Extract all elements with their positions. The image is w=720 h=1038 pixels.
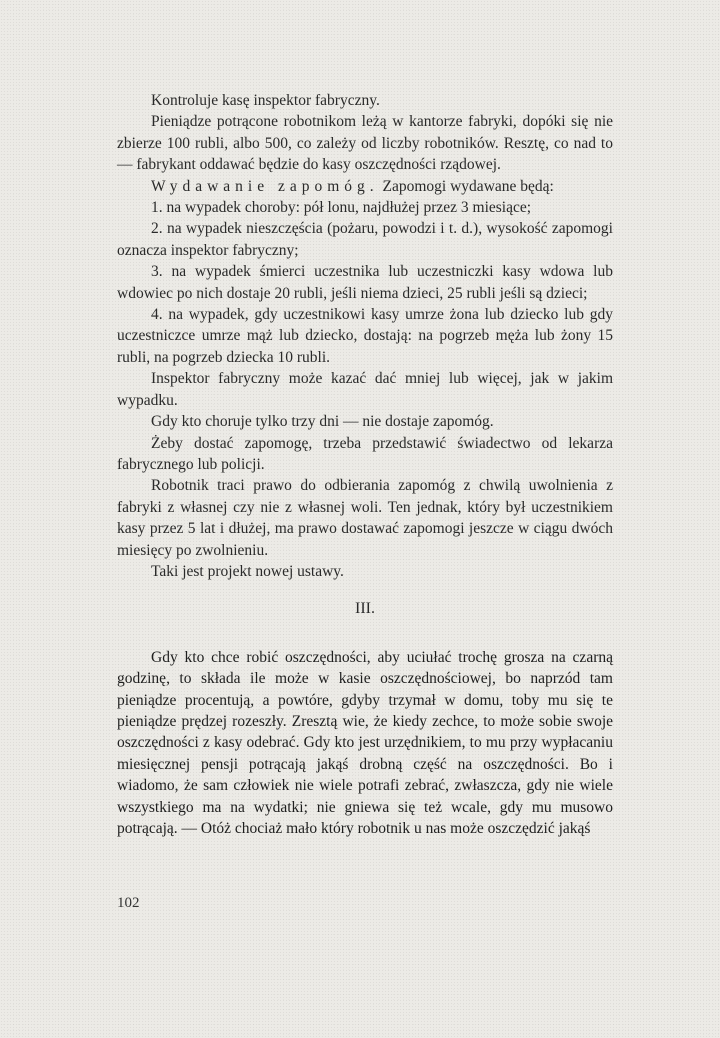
paragraph-2: Pieniądze potrącone robotnikom leżą w kantorze fabryki, dopóki się nie zbierze 100 rubli, albo 500, co zależy od liczby robotników. Resztę, co nad to — fabrykant oddawać będzie do kasy oszczędności rządowej. <box>117 113 613 174</box>
paragraph-inspector: Inspektor fabryczny może kazać dać mniej lub więcej, jak w jakim wypadku. <box>117 370 613 409</box>
page-number: 102 <box>117 895 140 911</box>
text-block <box>117 90 613 839</box>
spaced-lead: Wydawanie zapomóg. <box>151 177 379 195</box>
section-paragraph: Gdy kto chce robić oszczędności, aby uciułać trochę grosza na czarną godzinę, to składa ile może w kasie oszczędnościowej, bo naprzód tam pieniądze procentują, a powtóre, gdyby trzymał w domu, toby mu się te pieniądze prędzej rozeszły. Zresztą wie, że kiedy zechce, to może sobie swoje oszczędności z kasy odebrać. Gdy kto jest urzędnikiem, to mu przy wypłacaniu miesięcznej pensji potrącają jakąś drobną część na oszczędności. Bo i wiadomo, że sam człowiek nie wiele potrafi zebrać, zwłaszcza, gdy nie wiele wszystkiego ma na wydatki; nie gniewa się też wcale, gdy mu musowo potrącają. — Otóż chociaż mało który robotnik u nas może oszczędzić jakąś <box>117 648 613 837</box>
list-item-2: 2. na wypadek nieszczęścia (pożaru, powodzi i t. d.), wysokość zapomogi oznacza inspektor fabryczny; <box>117 220 613 259</box>
paragraph-certificate: Żeby dostać zapomogę, trzeba przedstawić świadectwo od lekarza fabrycznego lub policji. <box>117 434 613 473</box>
paragraph-1: Kontroluje kasę inspektor fabryczny. <box>151 92 380 109</box>
paragraph-3: Wydawanie zapomóg. Zapomogi wydawane będą: <box>151 177 554 195</box>
list-item-4: 4. na wypadek, gdy uczestnikowi kasy umrze żona lub dziecko lub gdy uczestniczce umrze mąż lub dziecko, dostają: na pogrzeb męża lub żony 15 rubli, na pogrzeb dziecka 10 rubli. <box>117 306 613 366</box>
paragraph-summary: Taki jest projekt nowej ustawy. <box>151 562 344 580</box>
section-heading: III. <box>355 600 375 618</box>
list-item-1: 1. na wypadek choroby: pół lonu, najdłużej przez 3 miesiące; <box>151 199 532 217</box>
list-item-3: 3. na wypadek śmierci uczestnika lub uczestniczki kasy wdowa lub wdowiec po nich dostaje 20 rubli, jeśli niema dzieci, 25 rubli jeśli są dzieci; <box>117 263 613 302</box>
paragraph-rights: Robotnik traci prawo do odbierania zapomóg z chwilą uwolnienia z fabryki z własnej czy nie z własnej woli. Ten jednak, który był uczestnikiem kasy przez 5 lat i dłużej, ma prawo dostawać zapomogi jeszcze w ciągu dwóch miesięcy po zwolnieniu. <box>117 477 613 559</box>
paragraph-three-days: Gdy kto choruje tylko trzy dni — nie dostaje zapomóg. <box>151 413 494 431</box>
